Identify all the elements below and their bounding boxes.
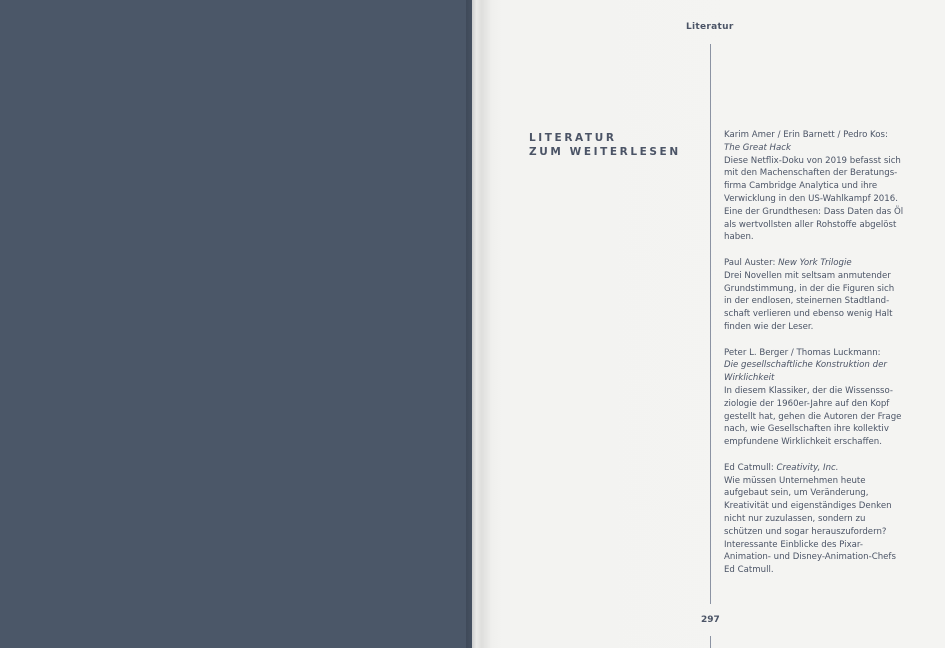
entry-desc-line: Diese Netflix-Doku von 2019 befasst sich: [724, 155, 901, 166]
left-page-blank: [0, 0, 472, 648]
entry-desc-line: Ed Catmull.: [724, 565, 774, 576]
entry-author: Peter L. Berger / Thomas Luckmann:: [724, 347, 881, 358]
entry-desc-line: als wertvollsten aller Rohstoffe abgelöst: [724, 219, 897, 230]
section-title-line-1: LITERATUR: [529, 132, 617, 144]
entry-desc-line: Kreativität und eigenständiges Denken: [724, 501, 892, 512]
entry-desc-line: mit den Machenschaften der Beratungs-: [724, 168, 898, 179]
section-title: [529, 131, 699, 159]
literature-entry: [724, 462, 904, 577]
entry-desc-line: Eine der Grundthesen: Dass Daten das Öl: [724, 206, 904, 217]
entry-work-title: New York Trilogie: [778, 257, 852, 268]
entry-work-title: The Great Hack: [724, 142, 791, 153]
section-title-line-2: ZUM WEITERLESEN: [529, 146, 681, 158]
entry-desc-line: ziologie der 1960er-Jahre auf den Kopf: [724, 398, 890, 409]
entry-desc-line: schaft verlieren und ebenso wenig Halt: [724, 309, 893, 320]
entry-heading: [724, 257, 904, 270]
entry-desc-line: firma Cambridge Analytica und ihre: [724, 181, 878, 192]
entry-desc-line: schützen und sogar herauszufordern?: [724, 526, 887, 537]
entry-desc-line: gestellt hat, gehen die Autoren der Frage: [724, 411, 902, 422]
entry-desc-line: nach, wie Gesellschaften ihre kollektiv: [724, 424, 889, 435]
entry-desc-line: nicht nur zuzulassen, sondern zu: [724, 513, 866, 524]
entry-desc-line: Wie müssen Unternehmen heute: [724, 475, 866, 486]
entry-desc-line: finden wie der Leser.: [724, 321, 814, 332]
entry-author: Karim Amer / Erin Barnett / Pedro Kos:: [724, 130, 888, 140]
vertical-rule: [710, 44, 711, 604]
entry-author: Paul Auster:: [724, 257, 776, 268]
entry-desc-line: Animation- und Disney-Animation-Chefs: [724, 552, 896, 563]
entry-heading: [724, 462, 904, 475]
literature-list: [724, 129, 904, 590]
entry-work-title: Die gesellschaftliche Konstruktion: [724, 360, 870, 371]
book-gutter-shadow: [466, 0, 492, 648]
entry-work-title: Creativity, Inc.: [776, 462, 839, 473]
entry-author: Ed Catmull:: [724, 462, 774, 473]
entry-desc-line: Grundstimmung, in der die Figuren sich: [724, 283, 895, 294]
entry-work-title: der Wirklichkeit: [724, 360, 887, 384]
vertical-rule-bottom: [710, 636, 711, 648]
entry-desc-line: Interessante Einblicke des Pixar-: [724, 539, 864, 550]
entry-desc-line: haben.: [724, 232, 754, 243]
entry-desc-line: in der endlosen, steinernen Stadtland-: [724, 296, 890, 307]
literature-entry: [724, 129, 904, 244]
entry-desc-line: aufgebaut sein, um Veränderung,: [724, 488, 869, 499]
entry-desc-line: empfundene Wirklichkeit erschaffen.: [724, 437, 882, 448]
page-number: 297: [701, 615, 720, 625]
literature-entry: [724, 347, 904, 449]
entry-desc-line: In diesem Klassiker, der die Wissensso-: [724, 385, 894, 396]
literature-entry: [724, 257, 904, 334]
entry-desc-line: Verwicklung in den US-Wahlkampf 2016.: [724, 193, 898, 204]
running-head: Literatur: [686, 22, 734, 32]
entry-desc-line: Drei Novellen mit seltsam anmutender: [724, 270, 891, 281]
